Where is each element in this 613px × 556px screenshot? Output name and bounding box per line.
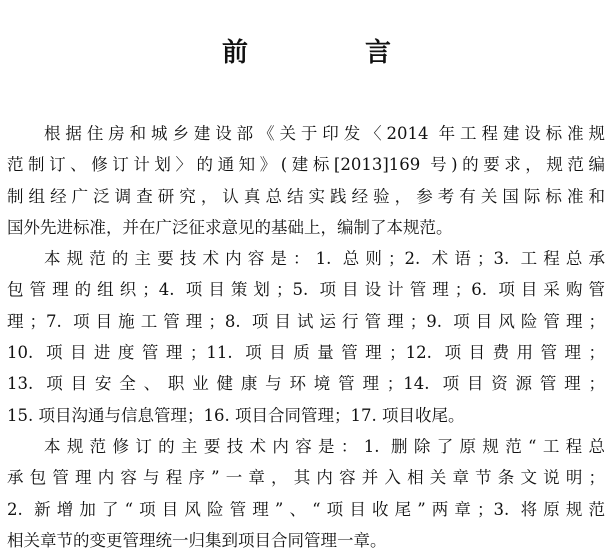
paragraph-1 (7, 118, 605, 243)
paragraph-line: 根据住房和城乡建设部《关于印发〈2014 年工程建设标准规 (44, 124, 605, 143)
paragraph-line: 15. 项目沟通与信息管理；16. 项目合同管理；17. 项目收尾。 (7, 405, 465, 425)
paragraph-line: 相关章节的变更管理统一归集到项目合同管理一章。 (7, 530, 387, 550)
paragraph-line: 10. 项目进度管理；11. 项目质量管理；12. 项目费用管理； (7, 343, 605, 363)
body-text (7, 118, 605, 556)
paragraph-line: 包管理的组织；4. 项目策划；5. 项目设计管理；6. 项目采购管 (7, 280, 605, 300)
paragraph-line: 理；7. 项目施工管理；8. 项目试运行管理；9. 项目风险管理； (7, 311, 605, 331)
paragraph-line: 国外先进标准，并在广泛征求意见的基础上，编制了本规范。 (7, 217, 453, 237)
paragraph-line: 本规范修订的主要技术内容是：1. 删除了原规范“工程总 (44, 436, 605, 456)
paragraph-line: 承包管理内容与程序”一章，其内容并入相关章节条文说明； (7, 468, 605, 488)
paragraph-line: 2. 新增加了“项目风险管理”、“项目收尾”两章；3. 将原规范 (7, 499, 605, 519)
paragraph-3 (7, 431, 605, 556)
paragraph-line: 本规范的主要技术内容是：1. 总则；2. 术语；3. 工程总承 (44, 249, 605, 269)
paragraph-line: 制组经广泛调查研究，认真总结实践经验，参考有关国际标准和 (7, 186, 605, 206)
paragraph-line: 13. 项目安全、职业健康与环境管理；14. 项目资源管理； (7, 374, 605, 394)
paragraph-line: 范制订、修订计划〉的通知》(建标[2013]169 号)的要求，规范编 (7, 155, 605, 175)
page-title: 前 言 (221, 38, 446, 68)
paragraph-2 (7, 243, 605, 431)
